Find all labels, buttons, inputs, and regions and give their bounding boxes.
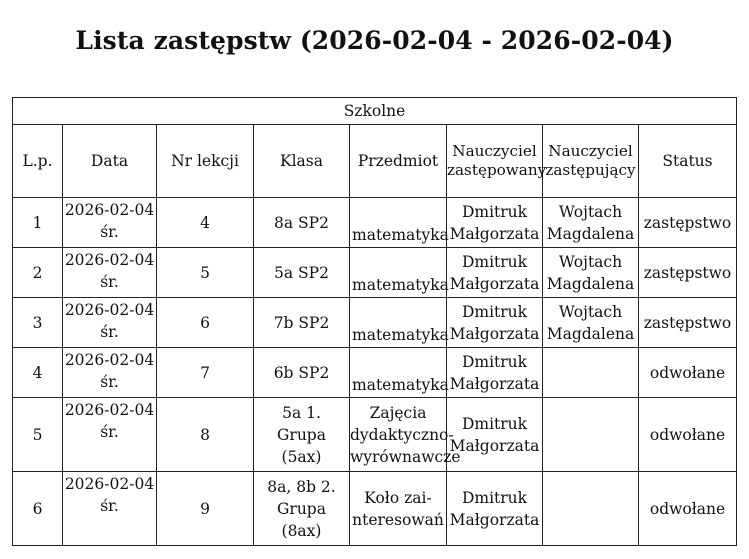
cell-status: zastępstwo [639, 248, 737, 298]
cell-replacing-teacher [543, 348, 639, 398]
cell-subject-line: matematyka [352, 276, 449, 294]
cell-replaced-teacher [447, 472, 543, 546]
col-header-date: Data [63, 125, 157, 198]
cell-subject-line: matematyka [352, 376, 449, 394]
section-header: Szkolne [13, 98, 737, 125]
cell-date [63, 348, 157, 398]
cell-date-day: śr. [100, 223, 119, 241]
cell-date [63, 198, 157, 248]
cell-replacing-line: Magdalena [546, 324, 635, 343]
col-header-lesson: Nr lekcji [157, 125, 254, 198]
cell-class-line: 8a SP2 [274, 213, 329, 232]
col-header-replaced-teacher [447, 125, 547, 198]
cell-replaced-line: Dmitruk [461, 202, 528, 221]
cell-class-line: 5a 1. [282, 403, 321, 422]
cell-date-value: 2026-02-04 [64, 401, 155, 419]
cell-date-value: 2026-02-04 [64, 251, 155, 269]
cell-class-line: Grupa [277, 425, 326, 444]
cell-replaced-teacher [447, 298, 543, 348]
cell-status: odwołane [639, 472, 737, 546]
cell-subject [350, 298, 447, 348]
cell-class-line: 7b SP2 [273, 313, 330, 332]
cell-replaced-line: Małgorzata [449, 436, 540, 455]
cell-date [63, 248, 157, 298]
cell-lesson: 9 [157, 472, 254, 546]
cell-class-line: 8a, 8b 2. [267, 477, 336, 496]
table-body [13, 198, 737, 546]
cell-replaced-line: Małgorzata [449, 510, 540, 529]
col-header-replaced-line1: Nauczyciel [452, 142, 537, 160]
cell-lesson: 8 [157, 398, 254, 472]
cell-subject-line: matematyka [352, 226, 449, 244]
cell-subject [350, 198, 447, 248]
cell-date-day: śr. [100, 373, 119, 391]
cell-subject-line: Koło zai- [364, 488, 432, 507]
cell-subject [350, 472, 447, 546]
cell-subject [350, 248, 447, 298]
cell-date-value: 2026-02-04 [64, 201, 155, 219]
cell-date-day: śr. [100, 423, 119, 441]
cell-class [254, 198, 350, 248]
cell-replaced-teacher [447, 348, 543, 398]
col-header-subject: Przedmiot [350, 125, 447, 198]
cell-lp: 6 [13, 472, 63, 546]
cell-replacing-teacher [543, 472, 639, 546]
cell-status: odwołane [639, 398, 737, 472]
cell-replacing-line: Magdalena [546, 224, 635, 243]
table-row [13, 298, 737, 348]
col-header-lp: L.p. [13, 125, 63, 198]
cell-replaced-line: Małgorzata [449, 324, 540, 343]
cell-subject-line: dydaktyczno- [350, 425, 454, 444]
cell-replaced-line: Małgorzata [449, 224, 540, 243]
cell-class-line: Grupa [277, 499, 326, 518]
cell-replacing-line: Wojtach [558, 302, 623, 321]
cell-date-day: śr. [100, 497, 119, 515]
cell-replaced-line: Dmitruk [461, 414, 528, 433]
cell-subject-line: nteresowań [352, 510, 444, 529]
cell-replaced-line: Dmitruk [461, 352, 528, 371]
cell-replacing-line: Wojtach [558, 202, 623, 221]
cell-replacing-line: Wojtach [558, 252, 623, 271]
cell-status: zastępstwo [639, 198, 737, 248]
table-row [13, 348, 737, 398]
cell-class [254, 298, 350, 348]
cell-replacing-teacher [543, 398, 639, 472]
cell-class [254, 398, 350, 472]
cell-subject-line: matematyka [352, 326, 449, 344]
page-title: Lista zastępstw (2026-02-04 - 2026-02-04) [75, 26, 674, 55]
cell-replaced-teacher [447, 398, 543, 472]
table-row [13, 248, 737, 298]
cell-date-value: 2026-02-04 [64, 351, 155, 369]
cell-lesson: 4 [157, 198, 254, 248]
cell-date [63, 472, 157, 546]
column-header-row [13, 125, 737, 198]
cell-replaced-teacher [447, 248, 543, 298]
cell-subject-line: wyrównawcze [350, 447, 461, 466]
cell-subject-line: Zajęcia [369, 403, 427, 422]
cell-lp: 3 [13, 298, 63, 348]
cell-lp: 5 [13, 398, 63, 472]
cell-replaced-line: Dmitruk [461, 302, 528, 321]
col-header-status: Status [639, 125, 737, 198]
table-row [13, 398, 737, 472]
table-row [13, 198, 737, 248]
cell-class-line: 5a SP2 [274, 263, 329, 282]
cell-lesson: 7 [157, 348, 254, 398]
cell-replaced-line: Małgorzata [449, 274, 540, 293]
cell-status: zastępstwo [639, 298, 737, 348]
cell-subject [350, 348, 447, 398]
cell-replaced-line: Małgorzata [449, 374, 540, 393]
cell-class [254, 472, 350, 546]
col-header-replacing-line2: zastępujący [545, 161, 636, 179]
col-header-replacing-teacher [543, 125, 639, 198]
cell-date [63, 398, 157, 472]
cell-class-line: (5ax) [281, 447, 322, 466]
cell-replacing-teacher [543, 248, 639, 298]
cell-replaced-line: Dmitruk [461, 488, 528, 507]
cell-lp: 4 [13, 348, 63, 398]
cell-replacing-teacher [543, 198, 639, 248]
cell-lesson: 6 [157, 298, 254, 348]
col-header-class: Klasa [254, 125, 350, 198]
cell-date-value: 2026-02-04 [64, 301, 155, 319]
col-header-replacing-line1: Nauczyciel [548, 142, 633, 160]
cell-class [254, 348, 350, 398]
substitutions-table [12, 97, 737, 546]
cell-lp: 1 [13, 198, 63, 248]
cell-subject [350, 398, 461, 472]
cell-class-line: (8ax) [281, 521, 322, 540]
table-row [13, 472, 737, 546]
cell-date-value: 2026-02-04 [64, 475, 155, 493]
cell-date-day: śr. [100, 323, 119, 341]
cell-date [63, 298, 157, 348]
cell-lp: 2 [13, 248, 63, 298]
cell-class-line: 6b SP2 [273, 363, 330, 382]
cell-replaced-teacher [447, 198, 543, 248]
cell-lesson: 5 [157, 248, 254, 298]
cell-replaced-line: Dmitruk [461, 252, 528, 271]
cell-replacing-line: Magdalena [546, 274, 635, 293]
cell-class [254, 248, 350, 298]
cell-date-day: śr. [100, 273, 119, 291]
cell-replacing-teacher [543, 298, 639, 348]
cell-status: odwołane [639, 348, 737, 398]
col-header-replaced-line2: zastępowany [447, 161, 547, 179]
